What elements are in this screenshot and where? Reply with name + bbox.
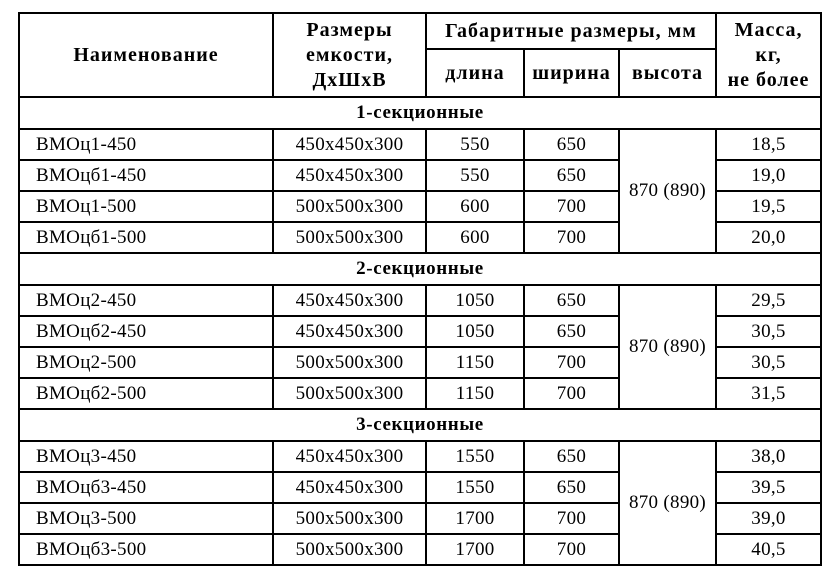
col-header-container-size-line1: Размеры [306, 18, 393, 41]
cell-name: ВМОц2-500 [19, 347, 273, 378]
table-row [19, 129, 821, 160]
cell-width: 650 [524, 285, 619, 316]
cell-mass: 29,5 [716, 285, 821, 316]
col-header-container-size-line2: емкости, [306, 43, 393, 66]
cell-mass: 19,5 [716, 191, 821, 222]
header-row-top [19, 13, 821, 49]
cell-length: 1150 [426, 378, 524, 409]
cell-container-size: 500x500x300 [273, 347, 426, 378]
cell-name: ВМОцб2-450 [19, 316, 273, 347]
cell-length: 1700 [426, 534, 524, 565]
section-title: 2-секционные [19, 253, 821, 285]
cell-container-size: 450x450x300 [273, 316, 426, 347]
cell-width: 700 [524, 378, 619, 409]
cell-mass: 20,0 [716, 222, 821, 253]
cell-container-size: 450x450x300 [273, 285, 426, 316]
cell-length: 600 [426, 191, 524, 222]
cell-name: ВМОц1-450 [19, 129, 273, 160]
cell-width: 650 [524, 472, 619, 503]
cell-length: 1050 [426, 285, 524, 316]
cell-width: 700 [524, 222, 619, 253]
cell-name: ВМОцб2-500 [19, 378, 273, 409]
col-header-length: длина [426, 49, 524, 97]
cell-name: ВМОц2-450 [19, 285, 273, 316]
cell-container-size: 500x500x300 [273, 534, 426, 565]
cell-name: ВМОц3-450 [19, 441, 273, 472]
cell-length: 1550 [426, 472, 524, 503]
cell-mass: 39,5 [716, 472, 821, 503]
col-header-name: Наименование [19, 13, 273, 97]
cell-name: ВМОц3-500 [19, 503, 273, 534]
col-header-container-size [273, 13, 426, 97]
cell-container-size: 450x450x300 [273, 129, 426, 160]
cell-mass: 30,5 [716, 316, 821, 347]
cell-width: 650 [524, 129, 619, 160]
cell-height-merged: 870 (890) [619, 441, 716, 565]
section-title-row-3 [19, 409, 821, 441]
col-header-overall-dimensions: Габаритные размеры, мм [426, 13, 716, 49]
cell-container-size: 500x500x300 [273, 222, 426, 253]
cell-length: 1050 [426, 316, 524, 347]
col-header-mass-line1: Масса, [734, 18, 803, 41]
cell-mass: 19,0 [716, 160, 821, 191]
cell-length: 600 [426, 222, 524, 253]
cell-container-size: 500x500x300 [273, 503, 426, 534]
cell-width: 700 [524, 347, 619, 378]
col-header-width: ширина [524, 49, 619, 97]
section-title-row-1 [19, 97, 821, 129]
cell-height-merged: 870 (890) [619, 285, 716, 409]
cell-width: 650 [524, 441, 619, 472]
product-spec-table [18, 12, 822, 566]
col-header-height: высота [619, 49, 716, 97]
cell-length: 1550 [426, 441, 524, 472]
cell-mass: 40,5 [716, 534, 821, 565]
table-row [19, 285, 821, 316]
cell-mass: 31,5 [716, 378, 821, 409]
cell-name: ВМОц1-500 [19, 191, 273, 222]
cell-mass: 30,5 [716, 347, 821, 378]
cell-mass: 38,0 [716, 441, 821, 472]
cell-container-size: 500x500x300 [273, 191, 426, 222]
col-header-mass-line3: не более [727, 68, 810, 91]
cell-mass: 39,0 [716, 503, 821, 534]
section-title: 3-секционные [19, 409, 821, 441]
cell-mass: 18,5 [716, 129, 821, 160]
cell-name: ВМОцб3-500 [19, 534, 273, 565]
col-header-mass-line2: кг, [755, 43, 782, 66]
cell-name: ВМОцб1-500 [19, 222, 273, 253]
col-header-container-size-line3: ДхШхВ [312, 68, 387, 91]
cell-width: 700 [524, 534, 619, 565]
section-title-row-2 [19, 253, 821, 285]
cell-height-merged: 870 (890) [619, 129, 716, 253]
cell-width: 700 [524, 503, 619, 534]
cell-container-size: 450x450x300 [273, 441, 426, 472]
cell-width: 700 [524, 191, 619, 222]
section-title: 1-секционные [19, 97, 821, 129]
cell-container-size: 500x500x300 [273, 378, 426, 409]
cell-length: 550 [426, 160, 524, 191]
cell-name: ВМОцб3-450 [19, 472, 273, 503]
cell-length: 1150 [426, 347, 524, 378]
cell-width: 650 [524, 316, 619, 347]
cell-container-size: 450x450x300 [273, 160, 426, 191]
cell-length: 550 [426, 129, 524, 160]
cell-width: 650 [524, 160, 619, 191]
cell-container-size: 450x450x300 [273, 472, 426, 503]
table-row [19, 441, 821, 472]
cell-length: 1700 [426, 503, 524, 534]
cell-name: ВМОцб1-450 [19, 160, 273, 191]
col-header-mass [716, 13, 821, 97]
